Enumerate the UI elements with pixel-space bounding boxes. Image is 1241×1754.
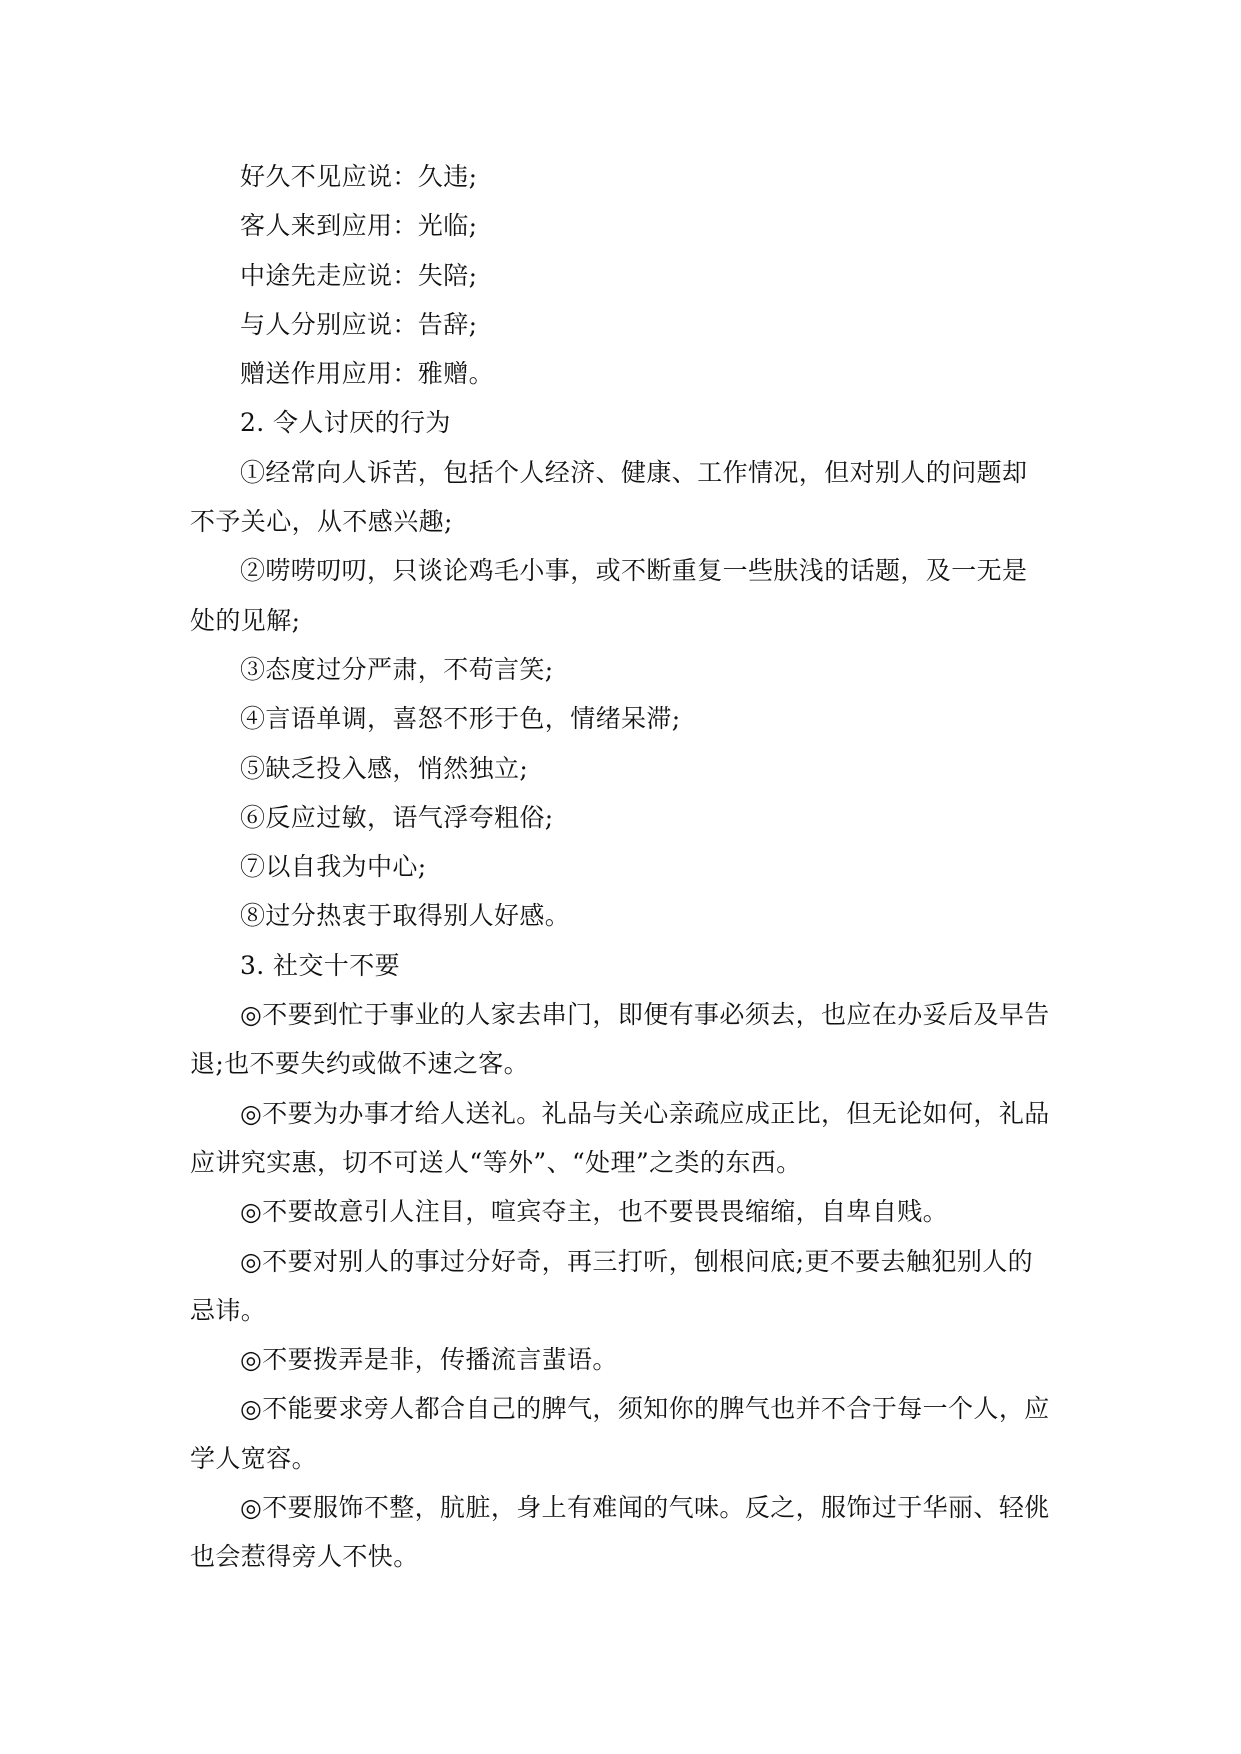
list-item: ③态度过分严肃，不苟言笑; [240,654,554,684]
section-heading: 2. 令人讨厌的行为 [240,408,451,438]
list-item: ◎不要故意引人注目，喧宾夺主，也不要畏畏缩缩，自卑自贱。 [240,1197,949,1227]
list-item: ①经常向人诉苦，包括个人经济、健康、工作情况，但对别人的问题却不予关心，从不感兴趣; [190,457,1028,537]
list-item: ◎不要拨弄是非，传播流言蜚语。 [240,1345,618,1375]
list-item: ◎不要到忙于事业的人家去串门，即便有事必须去，也应在办妥后及早告退;也不要失约或做不速之客。 [190,1000,1050,1079]
paragraph: 好久不见应说：久违; [240,162,478,191]
list-item: ⑦以自我为中心; [240,852,427,882]
paragraph: 客人来到应用：光临; [240,211,478,241]
section-heading: 3. 社交十不要 [240,950,400,980]
paragraph: 与人分别应说：告辞; [240,309,478,339]
list-item: ④言语单调，喜怒不形于色，情绪呆滞; [240,704,681,734]
list-item: ⑧过分热衷于取得别人好感。 [240,901,571,931]
list-item: ◎不能要求旁人都合自己的脾气，须知你的脾气也并不合于每一个人，应学人宽容。 [190,1394,1050,1473]
paragraph: 中途先走应说：失陪; [240,260,478,290]
document-body [190,152,1050,1582]
list-item: ⑤缺乏投入感，悄然独立; [240,753,529,783]
list-item: ⑥反应过敏，语气浮夸粗俗; [240,802,554,832]
list-item: ◎不要为办事才给人送礼。礼品与关心亲疏应成正比，但无论如何，礼品应讲究实惠，切不可送人“等外”、“处理”之类的东西。 [190,1098,1050,1177]
list-item: ②唠唠叨叨，只谈论鸡毛小事，或不断重复一些肤浅的话题，及一无是处的见解; [190,556,1028,635]
list-item: ◎不要服饰不整，肮脏，身上有难闻的气味。反之，服饰过于华丽、轻佻也会惹得旁人不快。 [190,1493,1050,1572]
list-item: ◎不要对别人的事过分好奇，再三打听，刨根问底;更不要去触犯别人的忌讳。 [190,1246,1034,1325]
paragraph: 赠送作用应用：雅赠。 [240,359,495,389]
